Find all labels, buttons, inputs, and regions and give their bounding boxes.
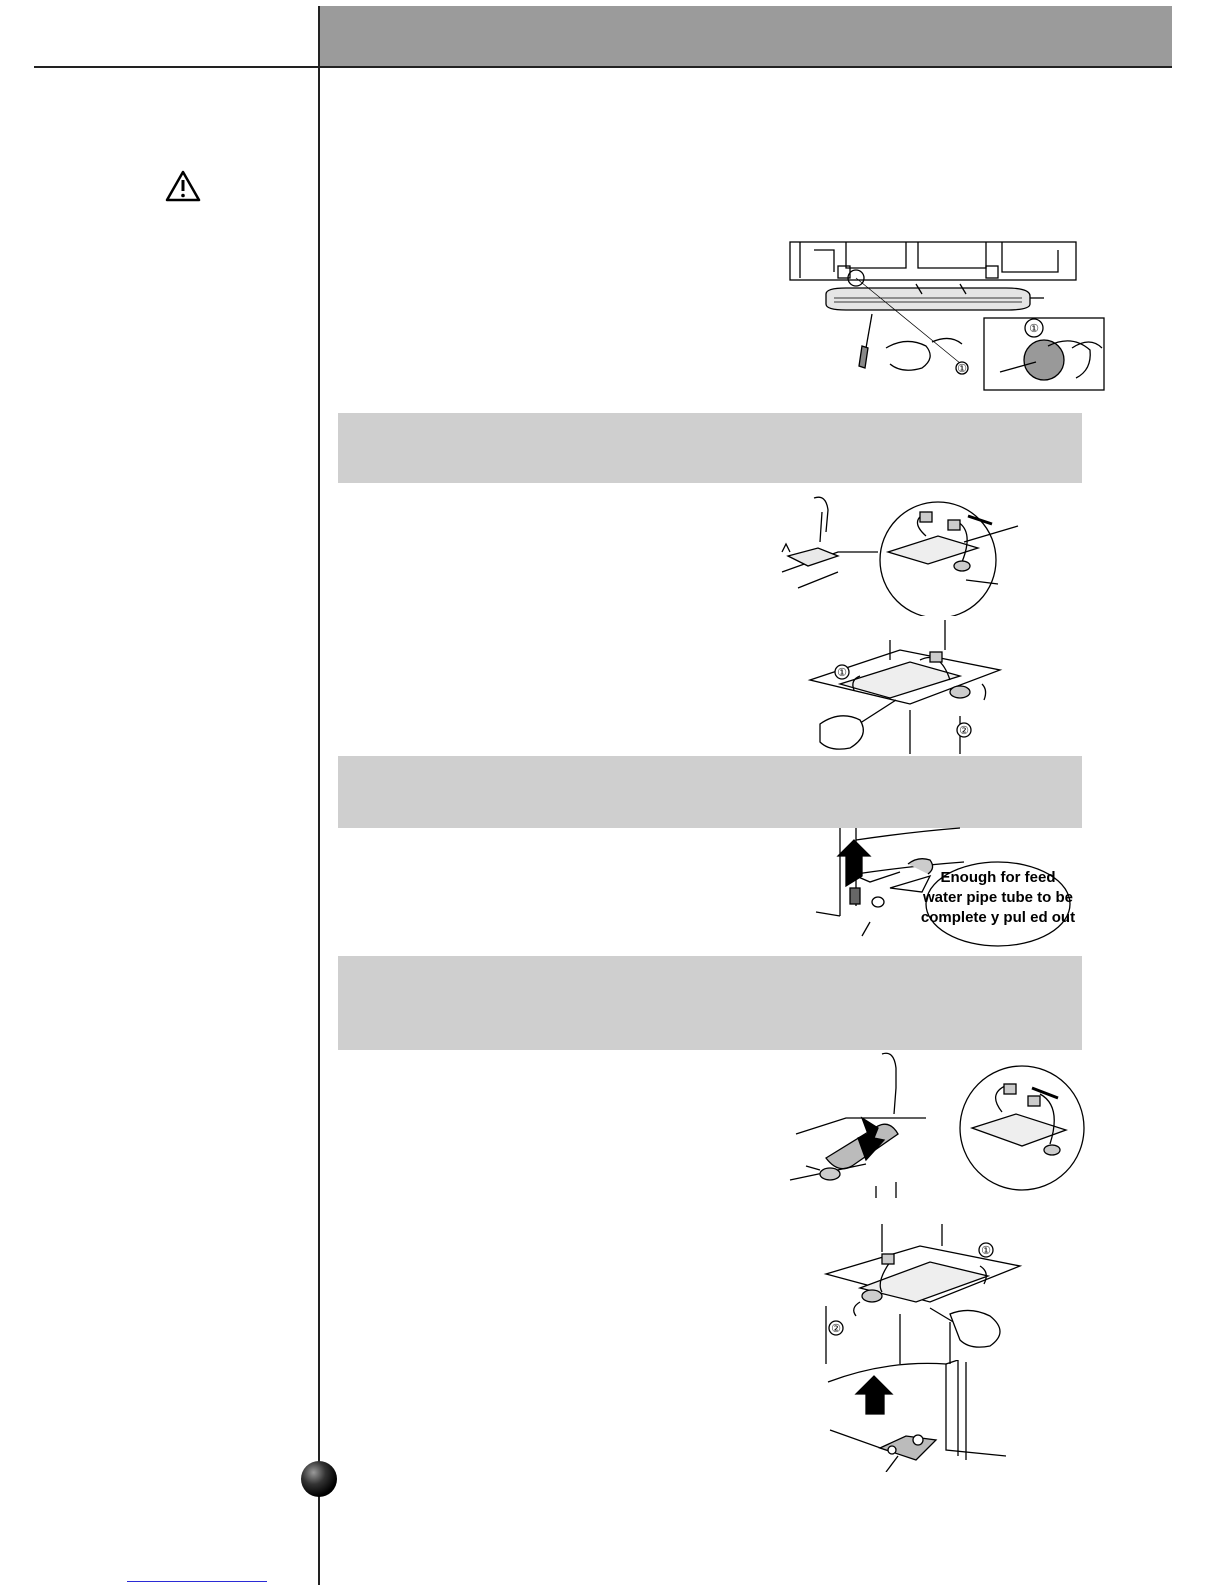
section-header-band-3: [338, 956, 1082, 1050]
figure-hinge-cover-lower: [786, 1048, 1086, 1198]
callout-line-1: Enough for feed: [940, 869, 1056, 886]
section-header-band-1: [338, 413, 1082, 483]
callout-line-2: water pipe tube to be: [922, 889, 1074, 906]
step-label: ①: [1029, 323, 1039, 335]
step-label: ①: [837, 667, 847, 679]
figure-door-lift-lower: [826, 1360, 1006, 1472]
footer-link-underline: [127, 1581, 267, 1582]
callout-line-3: complete y pul ed out: [920, 909, 1076, 926]
figure-hinge-removal-lower: [820, 1222, 1040, 1364]
margin-rule: [318, 6, 320, 1585]
page-number-bullet: [301, 1461, 337, 1497]
step-label: ②: [959, 725, 969, 737]
figure-lower-cover-removal: [786, 238, 1108, 394]
figure-door-lift: [810, 826, 1076, 950]
header-rule: [34, 66, 1172, 68]
section-header-band-2: [338, 756, 1082, 828]
header-band: [320, 6, 1172, 66]
figure-hinge-removal-upper: [800, 620, 1010, 756]
step-label: ②: [831, 1323, 841, 1335]
step-label: ①: [981, 1245, 991, 1257]
warning-triangle-icon: [165, 170, 201, 202]
step-label: ①: [957, 363, 967, 375]
figure-hinge-cover-upper: [778, 492, 1026, 616]
